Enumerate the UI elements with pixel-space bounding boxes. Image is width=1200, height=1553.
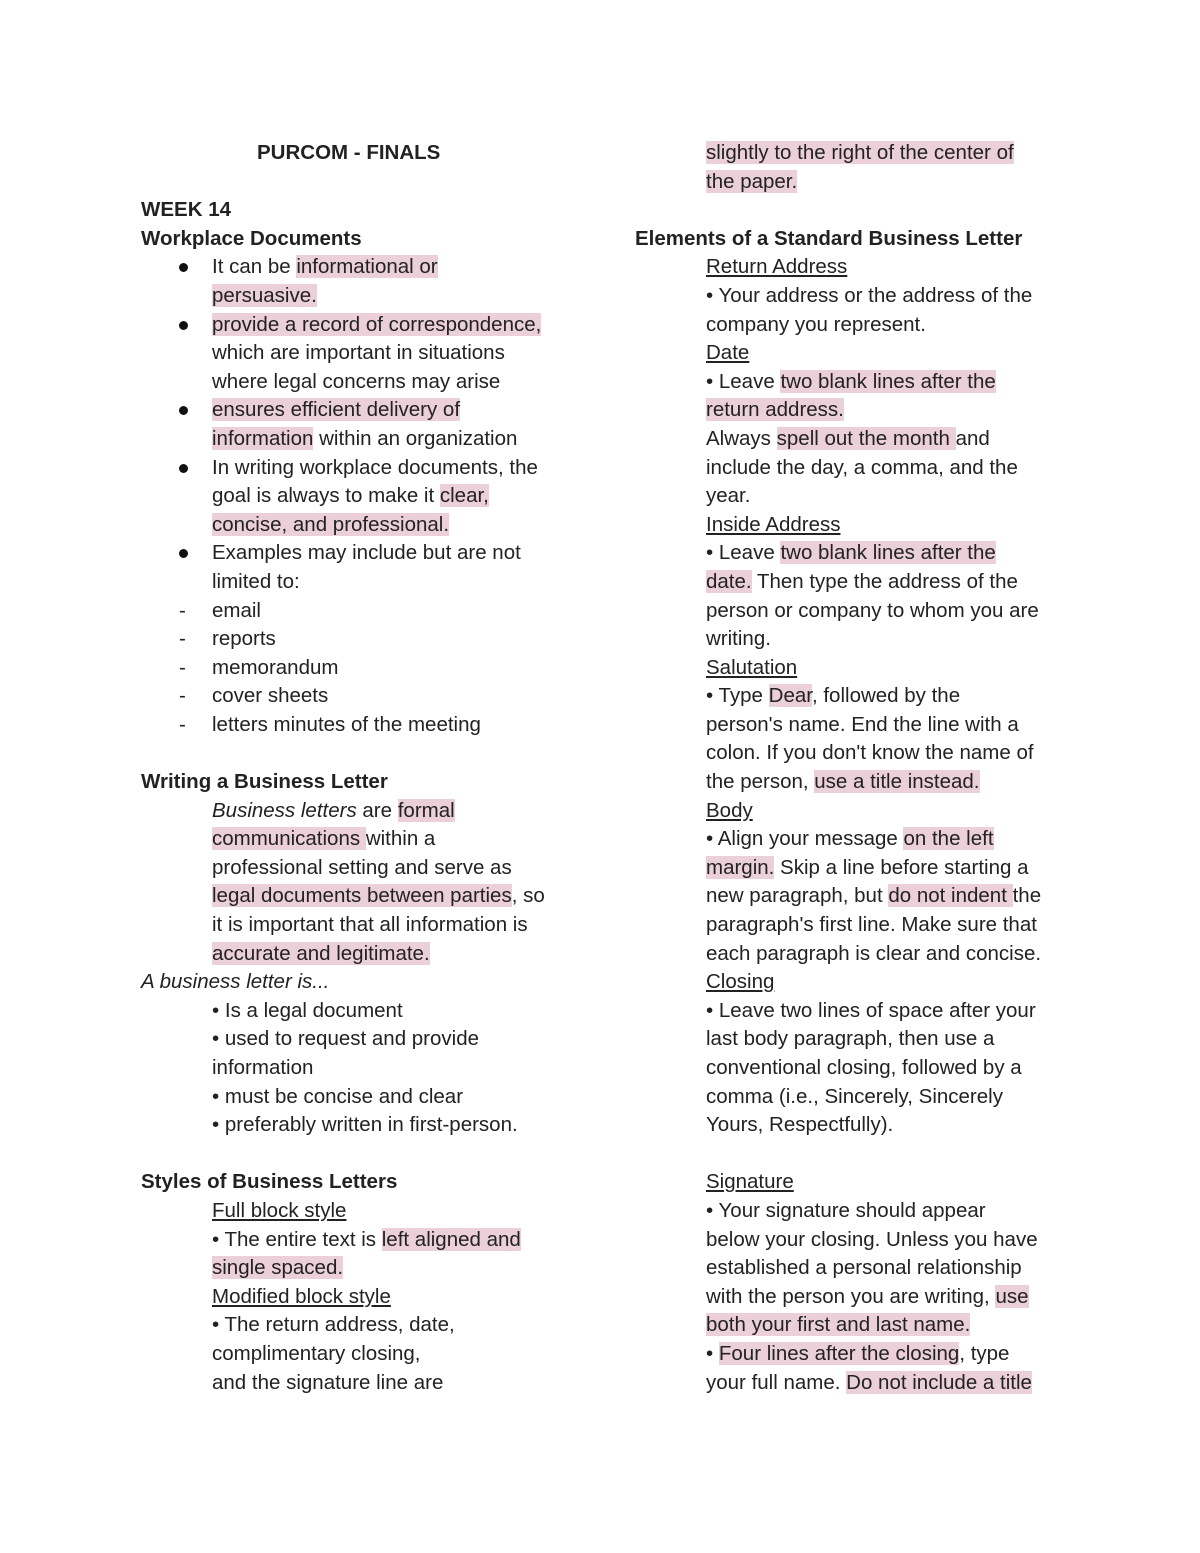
paragraph-line: • Type Dear, followed by the — [706, 684, 961, 708]
elements-heading: Elements of a Standard Business Letter — [635, 226, 1023, 250]
dash-marker: - — [179, 627, 186, 651]
modified-block-label: Modified block style — [212, 1284, 391, 1308]
paragraph-line: company you represent. — [706, 312, 926, 336]
full-block-label: Full block style — [212, 1198, 347, 1222]
paragraph-line: professional setting and serve as — [212, 855, 512, 879]
point-line: • used to request and provide — [212, 1027, 480, 1051]
paragraph-line: the person, use a title instead. — [706, 770, 980, 794]
styles-heading: Styles of Business Letters — [141, 1170, 398, 1194]
dash-marker: - — [179, 655, 186, 679]
paragraph-line: conventional closing, followed by a — [706, 1056, 1022, 1079]
bullet-dot-icon — [179, 311, 188, 340]
paragraph-line: • Your signature should appear — [706, 1198, 986, 1222]
paragraph-line: single spaced. — [212, 1256, 344, 1280]
bullet-dot-icon — [179, 539, 188, 568]
paragraph-line: Business letters are formal — [212, 798, 455, 822]
paragraph-line: new paragraph, but do not indent the — [706, 884, 1042, 908]
point-line: • Is a legal document — [212, 998, 403, 1022]
paragraph-line: it is important that all information is — [212, 913, 528, 937]
paragraph-line: year. — [706, 484, 751, 508]
paragraph-line: slightly to the right of the center of — [706, 141, 1014, 164]
list-item: In writing workplace documents, the — [141, 454, 591, 483]
paragraph-line: • The entire text is left aligned and — [212, 1227, 521, 1251]
paragraph-line: accurate and legitimate. — [212, 941, 430, 965]
list-item-cont: limited to: — [212, 569, 300, 593]
spacer — [141, 168, 591, 197]
list-item-cont: concise, and professional. — [212, 512, 450, 536]
paragraph-line: • Leave two blank lines after the — [706, 369, 996, 393]
paragraph-line: established a personal relationship — [706, 1256, 1022, 1280]
paragraph-line: comma (i.e., Sincerely, Sincerely — [706, 1084, 1003, 1108]
list-item-cont: which are important in situations — [212, 341, 505, 365]
paragraph-line: each paragraph is clear and concise. — [706, 941, 1042, 965]
business-letter-is-label: A business letter is... — [141, 970, 330, 994]
paragraph-line: writing. — [706, 627, 771, 651]
paragraph-line: below your closing. Unless you have — [706, 1227, 1038, 1251]
paragraph-line: Always spell out the month and — [706, 426, 990, 450]
paragraph-line: last body paragraph, then use a — [706, 1027, 995, 1051]
return-address-label: Return Address — [706, 255, 848, 279]
point-line: information — [212, 1056, 314, 1079]
right-column — [635, 139, 1085, 1397]
paragraph-line: your full name. Do not include a title — [706, 1370, 1032, 1394]
body-label: Body — [706, 798, 753, 822]
list-item-cont: where legal concerns may arise — [212, 369, 501, 393]
spacer — [635, 196, 1085, 225]
paragraph-line: date. Then type the address of the — [706, 569, 1018, 593]
example-item: - memorandum — [141, 654, 591, 683]
list-item: It can be informational or — [141, 253, 591, 282]
example-item: - letters minutes of the meeting — [141, 711, 591, 740]
spacer — [635, 1140, 1085, 1169]
paragraph-line: • Leave two lines of space after your — [706, 998, 1036, 1022]
paragraph-line: person or company to whom you are — [706, 598, 1039, 622]
spacer — [141, 1140, 591, 1169]
point-line: • preferably written in first-person. — [212, 1113, 518, 1137]
paragraph-line: both your first and last name. — [706, 1313, 971, 1337]
spacer — [141, 739, 591, 768]
signature-label: Signature — [706, 1170, 794, 1194]
paragraph-line: include the day, a comma, and the — [706, 455, 1018, 479]
paragraph-line: the paper. — [706, 169, 798, 193]
list-item-cont: persuasive. — [212, 283, 317, 307]
left-column — [141, 139, 591, 1397]
paragraph-line: margin. Skip a line before starting a — [706, 855, 1029, 879]
list-item: Examples may include but are not — [141, 539, 591, 568]
closing-label: Closing — [706, 970, 775, 994]
paragraph-line: • The return address, date, — [212, 1313, 455, 1337]
week-heading: WEEK 14 — [141, 198, 231, 222]
bullet-dot-icon — [179, 396, 188, 425]
paragraph-line: with the person you are writing, use — [706, 1284, 1029, 1308]
list-item-cont: goal is always to make it clear, — [212, 484, 489, 508]
list-item-cont: information within an organization — [212, 426, 518, 450]
paragraph-line: return address. — [706, 398, 844, 422]
point-line: • must be concise and clear — [212, 1084, 464, 1108]
paragraph-line: and the signature line are — [212, 1370, 444, 1394]
paragraph-line: person's name. End the line with a — [706, 712, 1019, 736]
dash-marker: - — [179, 684, 186, 708]
page-title: PURCOM - FINALS — [257, 141, 441, 164]
example-item: - email — [141, 597, 591, 626]
example-item: - reports — [141, 625, 591, 654]
paragraph-line: paragraph's first line. Make sure that — [706, 913, 1037, 937]
paragraph-line: complimentary closing, — [212, 1341, 421, 1365]
workplace-heading: Workplace Documents — [141, 226, 362, 250]
date-label: Date — [706, 341, 750, 365]
paragraph-line: colon. If you don't know the name of — [706, 741, 1034, 765]
example-item: - cover sheets — [141, 682, 591, 711]
paragraph-line: legal documents between parties, so — [212, 884, 545, 908]
dash-marker: - — [179, 598, 186, 622]
paragraph-line: • Four lines after the closing, type — [706, 1341, 1010, 1365]
writing-heading: Writing a Business Letter — [141, 770, 388, 794]
paragraph-line: communications within a — [212, 827, 436, 851]
inside-address-label: Inside Address — [706, 512, 841, 536]
list-item: provide a record of correspondence, — [141, 311, 591, 340]
dash-marker: - — [179, 712, 186, 736]
bullet-dot-icon — [179, 253, 188, 282]
paragraph-line: • Align your message on the left — [706, 827, 994, 851]
salutation-label: Salutation — [706, 655, 798, 679]
paragraph-line: Yours, Respectfully). — [706, 1113, 894, 1137]
bullet-dot-icon — [179, 454, 188, 483]
paragraph-line: • Your address or the address of the — [706, 283, 1033, 307]
paragraph-line: • Leave two blank lines after the — [706, 541, 996, 565]
list-item: ensures efficient delivery of — [141, 396, 591, 425]
